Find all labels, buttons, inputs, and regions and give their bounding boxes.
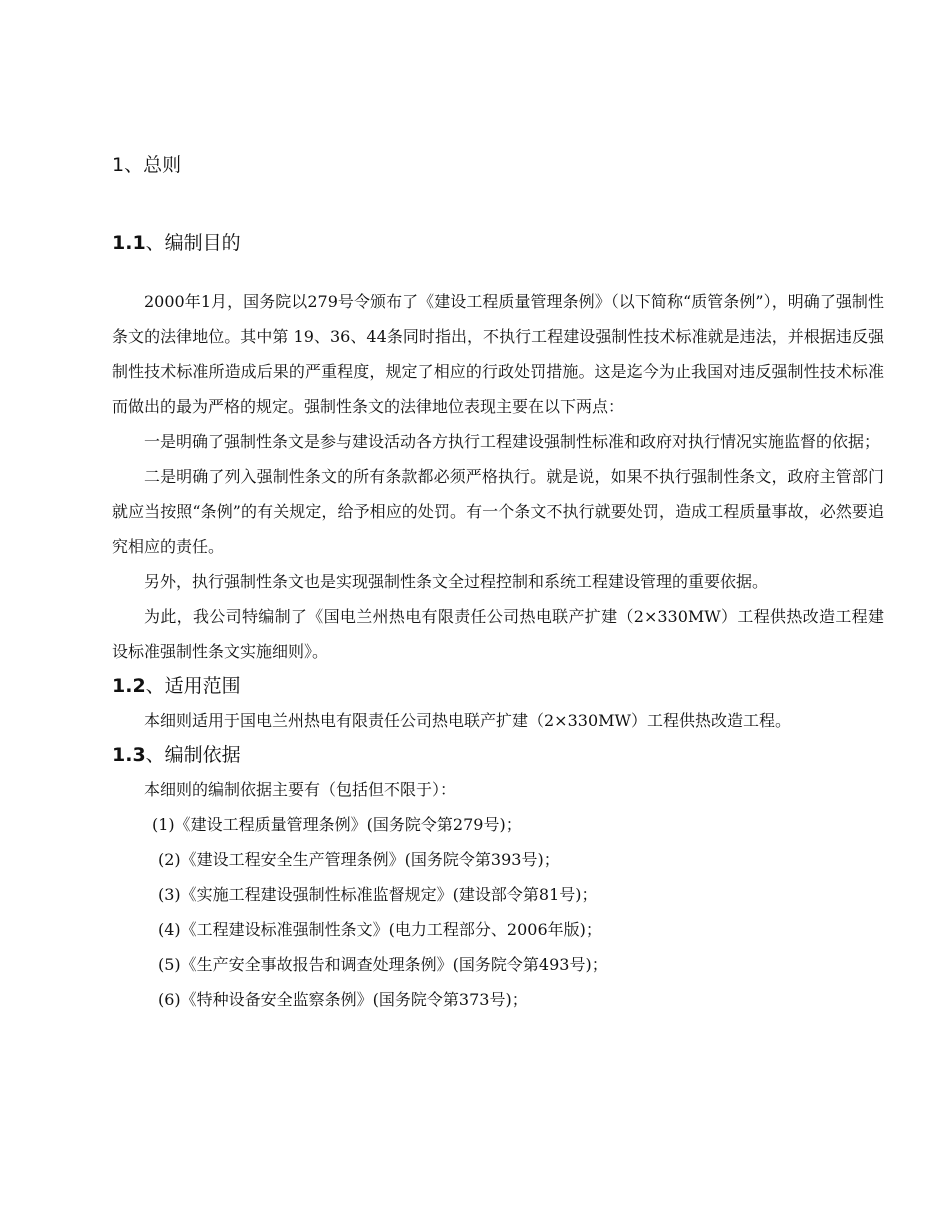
basis-intro: 本细则的编制依据主要有（包括但不限于）： (144, 780, 457, 799)
list-item: (6)《特种设备安全监察条例》(国务院令第373号)； (158, 990, 528, 1009)
purpose-paragraph-5: 为此，我公司特编制了《国电兰州热电有限责任公司热电联产扩建（2×330MW）工程供热改造工程建设标准强制性条文实施细则》。 (112, 607, 884, 661)
section-1-1-title: 、编制目的 (145, 232, 241, 254)
purpose-paragraph-2: 一是明确了强制性条文是参与建设活动各方执行工程建设强制性标准和政府对执行情况实施监督的依据； (144, 432, 881, 451)
purpose-paragraph-4: 另外，执行强制性条文也是实现强制性条文全过程控制和系统工程建设管理的重要依据。 (144, 572, 769, 591)
section-1-2-heading (112, 671, 884, 701)
list-item: (3)《实施工程建设强制性标准监督规定》(建设部令第81号)； (158, 885, 598, 904)
list-item: (4)《工程建设标准强制性条文》(电力工程部分、2006年版)； (158, 920, 602, 939)
section-1-heading: 1、总则 (112, 154, 182, 176)
section-1-2-title: 、适用范围 (145, 675, 241, 697)
list-item: (5)《生产安全事故报告和调查处理条例》(国务院令第493号)； (158, 955, 608, 974)
section-1-3-title: 、编制依据 (145, 744, 241, 766)
scope-paragraph: 本细则适用于国电兰州热电有限责任公司热电联产扩建（2×330MW）工程供热改造工程。 (144, 711, 791, 730)
document-body (112, 150, 884, 1017)
section-1-3-heading (112, 740, 884, 770)
list-item: (2)《建设工程安全生产管理条例》(国务院令第393号)； (158, 850, 560, 869)
list-item: (1)《建设工程质量管理条例》(国务院令第279号)； (152, 815, 522, 834)
section-1-3-number: 1.3 (112, 744, 146, 766)
purpose-paragraph-3: 二是明确了列入强制性条文的所有条款都必须严格执行。就是说，如果不执行强制性条文，政府主管部门就应当按照“条例”的有关规定，给予相应的处罚。有一个条文不执行就要处罚，造成工程质量事故，必然要追究相应的责任。 (112, 467, 884, 556)
purpose-paragraph-1: 2000年1月，国务院以279号令颁布了《建设工程质量管理条例》（以下简称“质管条例”），明确了强制性条文的法律地位。其中第 19、36、44条同时指出，不执行工程建设强制性技术标准就是违法，并根据违反强制性技术标准所造成后果的严重程度，规定了相应的行政处罚措施。这是迄今为止我国对违反强制性技术标准而做出的最为严格的规定。强制性条文的法律地位表现主要在以下两点： (112, 292, 884, 416)
section-1-2-number: 1.2 (112, 675, 146, 697)
section-1-1-heading (112, 228, 884, 258)
basis-list (112, 807, 884, 1017)
section-1-1-number: 1.1 (112, 232, 146, 254)
